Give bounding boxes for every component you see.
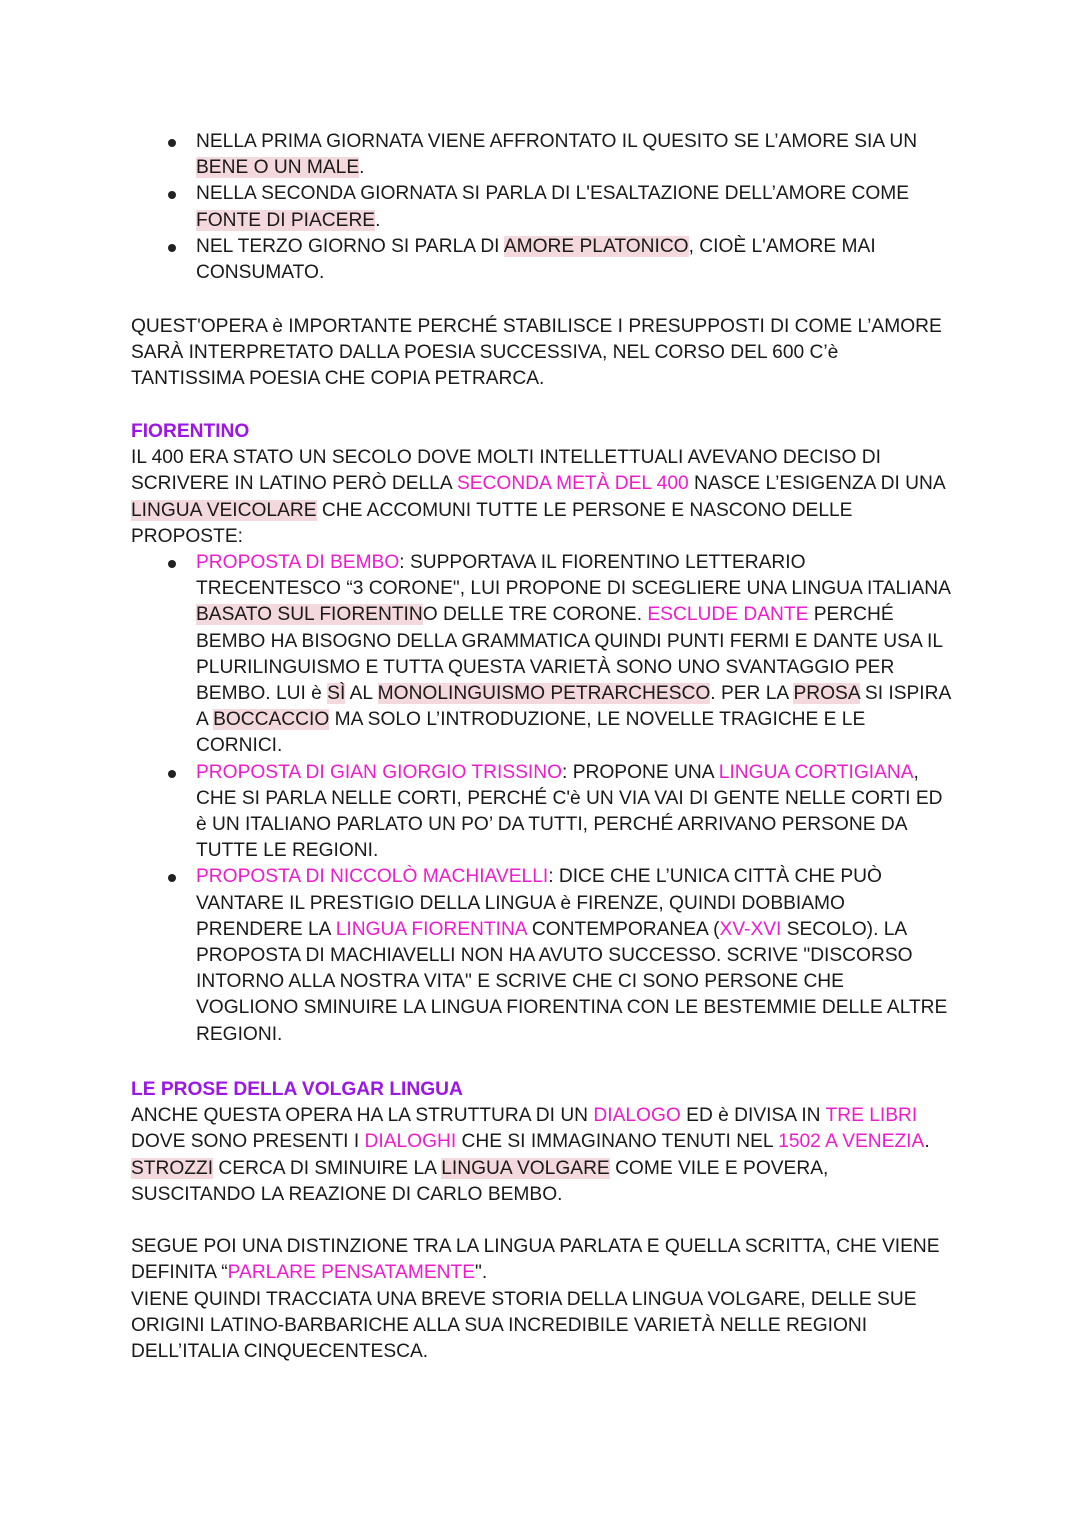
list-item: NELLA PRIMA GIORNATA VIENE AFFRONTATO IL QUESITO SE L’AMORE SIA UN BENE O UN MALE. [131, 129, 951, 181]
prose-paragraph-2: STROZZI CERCA DI SMINUIRE LA LINGUA VOLGARE COME VILE E POVERA, SUSCITANDO LA REAZIONE DI CARLO BEMBO. [131, 1157, 829, 1205]
proposal-trissino: PROPOSTA DI GIAN GIORGIO TRISSINO: PROPONE UNA LINGUA CORTIGIANA, CHE SI PARLA NELLE CORTI, PERCHÉ C'è UN VIA VAI DI GENTE NELLE CORTI ED è UN ITALIANO PARLATO UN PO’ DA TUTTI, PERCHÉ ARRIVANO PERSONE DA TUTTE LE REGIONI. [131, 760, 951, 865]
proposals-list [131, 550, 951, 1048]
love-days-list [131, 129, 951, 286]
proposal-bembo: PROPOSTA DI BEMBO: SUPPORTAVA IL FIORENTINO LETTERARIO TRECENTESCO “3 CORONE", LUI PROPONE DI SCEGLIERE UNA LINGUA ITALIANA BASATO SUL FIORENTINO DELLE TRE CORONE. ESCLUDE DANTE PERCHÉ BEMBO HA BISOGNO DELLA GRAMMATICA QUINDI PUNTI FERMI E DANTE USA IL PLURILINGUISMO E TUTTA QUESTA VARIETÀ SONO UNO SVANTAGGIO PER BEMBO. LUI è SÌ AL MONOLINGUISMO PETRARCHESCO. PER LA PROSA SI ISPIRA A BOCCACCIO MA SOLO L’INTRODUZIONE, LE NOVELLE TRAGICHE E LE CORNICI. [131, 550, 951, 760]
section-heading: FIORENTINO [131, 421, 250, 442]
proposal-machiavelli: PROPOSTA DI NICCOLÒ MACHIAVELLI: DICE CHE L’UNICA CITTÀ CHE PUÒ VANTARE IL PRESTIGIO DELLA LINGUA è FIRENZE, QUINDI DOBBIAMO PRENDERE LA LINGUA FIORENTINA CONTEMPORANEA (XV-XVI SECOLO). LA PROPOSTA DI MACHIAVELLI NON HA AVUTO SUCCESSO. SCRIVE "DISCORSO INTORNO ALLA NOSTRA VITA" E SCRIVE CHE CI SONO PERSONE CHE VOGLIONO SMINUIRE LA LINGUA FIORENTINA CON LE BESTEMMIE DELLE ALTRE REGIONI. [131, 864, 951, 1047]
list-item: NEL TERZO GIORNO SI PARLA DI AMORE PLATONICO, CIOÈ L'AMORE MAI CONSUMATO. [131, 234, 951, 286]
fiorentino-section [131, 419, 951, 1048]
list-item: NELLA SECONDA GIORNATA SI PARLA DI L'ESALTAZIONE DELL’AMORE COME FONTE DI PIACERE. [131, 181, 951, 233]
prose-paragraph-4: VIENE QUINDI TRACCIATA UNA BREVE STORIA DELLA LINGUA VOLGARE, DELLE SUE ORIGINI LATINO-BARBARICHE ALLA SUA INCREDIBILE VARIETÀ NELLE REGIONI DELL’ITALIA CINQUECENTESCA. [131, 1288, 917, 1363]
section-heading: LE PROSE DELLA VOLGAR LINGUA [131, 1079, 463, 1100]
prose-paragraph-3: SEGUE POI UNA DISTINZIONE TRA LA LINGUA PARLATA E QUELLA SCRITTA, CHE VIENE DEFINITA “PARLARE PENSATAMENTE". [131, 1236, 940, 1284]
fiorentino-intro: IL 400 ERA STATO UN SECOLO DOVE MOLTI INTELLETTUALI AVEVANO DECISO DI SCRIVERE IN LATINO PERÒ DELLA SECONDA METÀ DEL 400 NASCE L’ESIGENZA DI UNA LINGUA VEICOLARE CHE ACCOMUNI TUTTE LE PERSONE E NASCONO DELLE PROPOSTE: [131, 447, 945, 547]
prose-paragraph-1: ANCHE QUESTA OPERA HA LA STRUTTURA DI UN DIALOGO ED è DIVISA IN TRE LIBRI DOVE SONO PRESENTI I DIALOGHI CHE SI IMMAGINANO TENUTI NEL 1502 A VENEZIA. [131, 1105, 930, 1153]
importance-paragraph: QUEST'OPERA è IMPORTANTE PERCHÉ STABILISCE I PRESUPPOSTI DI COME L’AMORE SARÀ INTERPRETATO DALLA POESIA SUCCESSIVA, NEL CORSO DEL 600 C’è TANTISSIMA POESIA CHE COPIA PETRARCA. [131, 316, 942, 390]
prose-section [131, 1077, 951, 1365]
